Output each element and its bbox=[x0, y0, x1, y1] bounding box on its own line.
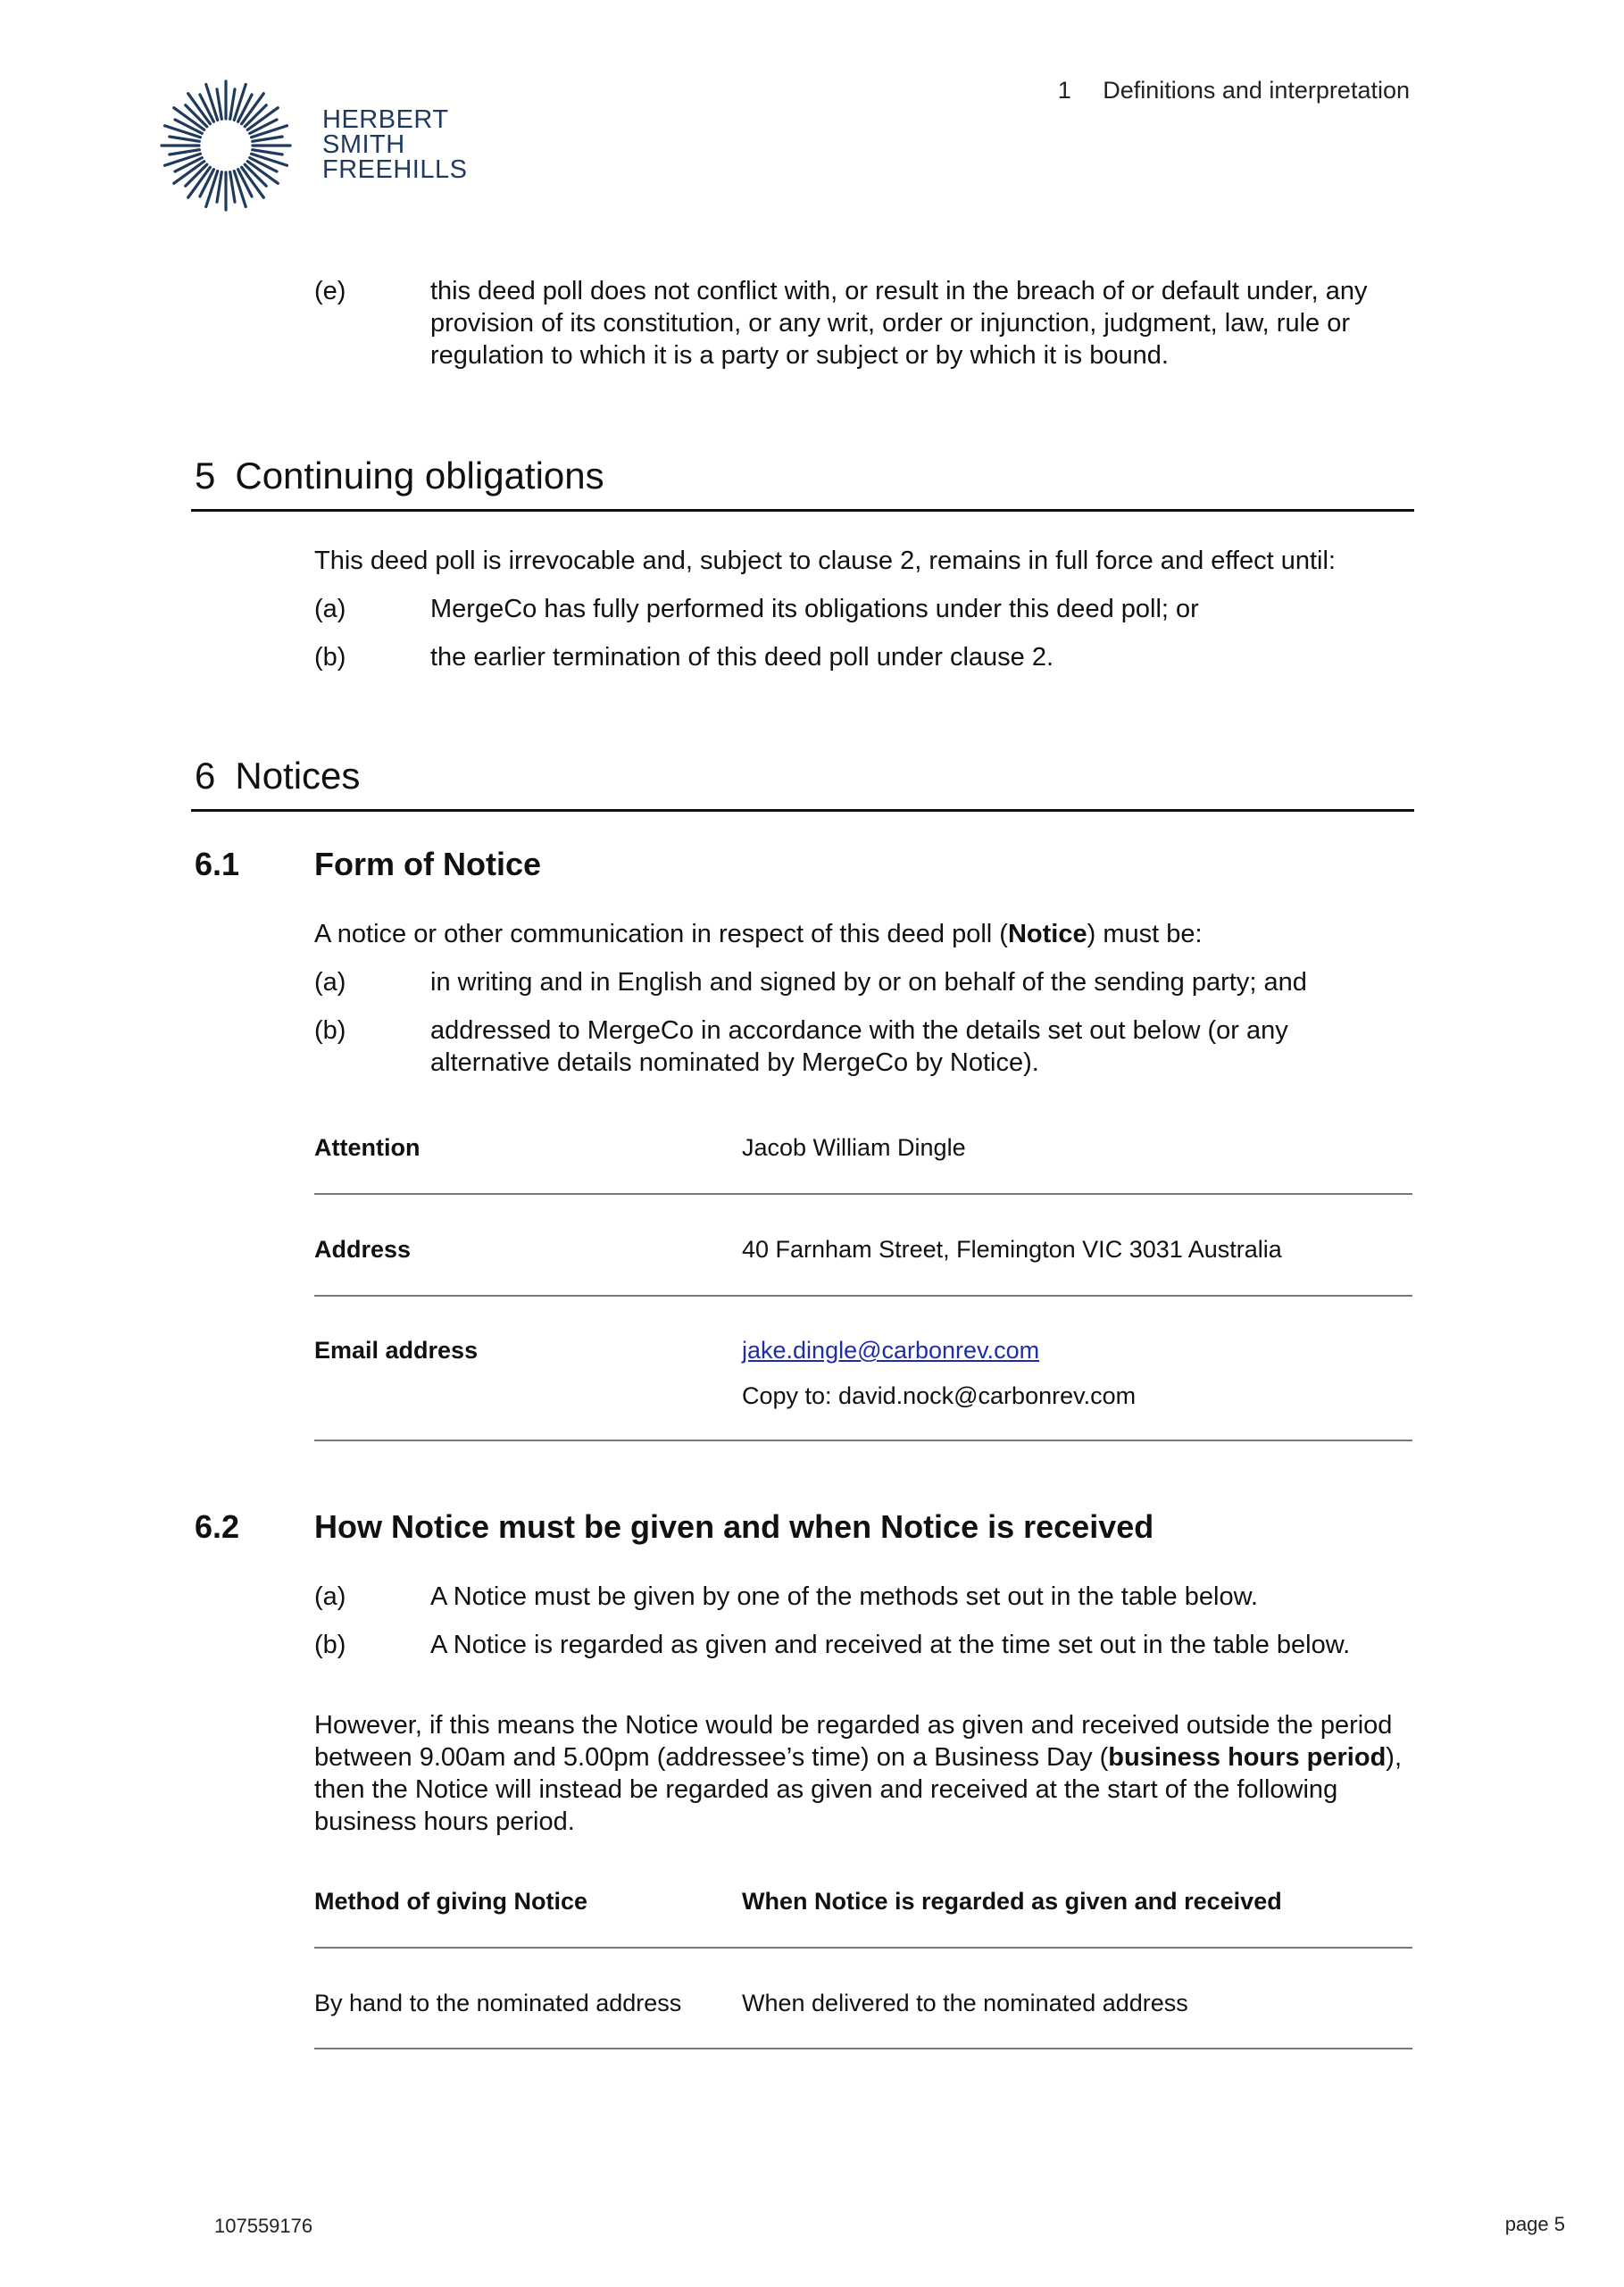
section-5-heading bbox=[195, 454, 604, 498]
defined-term-business-hours-period: business hours period bbox=[1108, 1743, 1387, 1772]
document-id: 107559176 bbox=[214, 2215, 313, 2237]
running-header bbox=[1058, 77, 1410, 104]
paragraph-text-end: ), then the Notice will instead be regarded as given and received at the start of the following business hours period. bbox=[314, 1743, 1403, 1836]
running-header-number: 1 bbox=[1057, 77, 1071, 104]
item-text: the earlier termination of this deed poll under clause 2. bbox=[430, 643, 1054, 672]
attention-value: Jacob William Dingle bbox=[742, 1134, 966, 1161]
table-divider bbox=[314, 1947, 1412, 1949]
running-header-title: Definitions and interpretation bbox=[1103, 77, 1410, 104]
item-text: in writing and in English and signed by or on behalf of the sending party; and bbox=[430, 968, 1307, 997]
paragraph-text: However, if this means the Notice would be regarded as given and received outside the period between 9.00am and 5.00pm (addressee’s time) on a Business Day ( bbox=[314, 1711, 1393, 1772]
subsection-6-1-title: Form of Notice bbox=[314, 846, 542, 882]
logo-line-2: SMITH bbox=[322, 130, 405, 159]
email-link[interactable]: jake.dingle@carbonrev.com bbox=[742, 1337, 1040, 1364]
logo-ray bbox=[253, 150, 283, 154]
item-text: A Notice must be given by one of the methods set out in the table below. bbox=[430, 1582, 1258, 1611]
starburst-logo-icon bbox=[159, 79, 293, 213]
copy-to-value: Copy to: david.nock@carbonrev.com bbox=[742, 1382, 1137, 1409]
intro-text-end: ) must be: bbox=[1087, 920, 1203, 948]
subsection-6-2-title: How Notice must be given and when Notice is received bbox=[314, 1508, 1154, 1545]
when-column-header: When Notice is regarded as given and received bbox=[742, 1888, 1282, 1915]
section-number: 5 bbox=[195, 455, 216, 497]
item-label: (a) bbox=[314, 968, 346, 997]
section-6-rule bbox=[191, 809, 1414, 812]
section-6-heading bbox=[195, 754, 360, 798]
item-text: MergeCo has fully performed its obligations under this deed poll; or bbox=[430, 595, 1199, 623]
item-label: (e) bbox=[314, 277, 346, 305]
logo-ray bbox=[253, 137, 283, 141]
table-divider bbox=[314, 1193, 1412, 1195]
table-divider bbox=[314, 1440, 1412, 1441]
logo-ray bbox=[230, 172, 235, 203]
logo-ray bbox=[170, 137, 200, 141]
page-number: page 5 bbox=[1504, 2213, 1565, 2235]
method-cell: By hand to the nominated address bbox=[314, 1990, 682, 2016]
method-column-header: Method of giving Notice bbox=[314, 1888, 587, 1915]
item-label: (a) bbox=[314, 1582, 346, 1611]
logo-line-1: HERBERT bbox=[322, 105, 449, 134]
when-cell: When delivered to the nominated address bbox=[742, 1990, 1188, 2016]
firm-logo-mark bbox=[159, 79, 293, 213]
section-title: Continuing obligations bbox=[235, 455, 604, 497]
logo-ray bbox=[217, 89, 221, 120]
item-label: (b) bbox=[314, 643, 346, 672]
section-title: Notices bbox=[235, 755, 361, 797]
logo-line-3: FREEHILLS bbox=[322, 155, 468, 184]
email-label: Email address bbox=[314, 1337, 479, 1364]
subsection-6-1-number: 6.1 bbox=[195, 846, 240, 882]
subsection-6-1-intro bbox=[314, 918, 1421, 950]
item-label: (a) bbox=[314, 595, 346, 623]
section-5-rule bbox=[191, 509, 1414, 512]
address-value: 40 Farnham Street, Flemington VIC 3031 Australia bbox=[742, 1236, 1282, 1263]
logo-ray bbox=[217, 172, 221, 203]
table-divider bbox=[314, 2048, 1412, 2049]
table-divider bbox=[314, 1295, 1412, 1297]
defined-term-notice: Notice bbox=[1007, 920, 1087, 948]
firm-logo-text bbox=[322, 107, 467, 182]
item-label: (b) bbox=[314, 1016, 346, 1045]
logo-ray bbox=[170, 150, 200, 154]
section-5-intro: This deed poll is irrevocable and, subject to clause 2, remains in full force and effect until: bbox=[314, 547, 1336, 575]
address-label: Address bbox=[314, 1236, 412, 1263]
section-number: 6 bbox=[195, 755, 216, 797]
item-text: A Notice is regarded as given and received at the time set out in the table below. bbox=[430, 1631, 1351, 1659]
subsection-6-2-number: 6.2 bbox=[195, 1508, 240, 1545]
item-text: this deed poll does not conflict with, or result in the breach of or default under, any provision of its constitution, or any writ, order or injunction, judgment, law, rule or regulation to which it is a party or subject or by which it is bound. bbox=[430, 277, 1368, 370]
intro-text: A notice or other communication in respect of this deed poll ( bbox=[314, 920, 1008, 948]
logo-ray bbox=[230, 89, 235, 120]
item-text: addressed to MergeCo in accordance with the details set out below (or any alternative details nominated by MergeCo by Notice). bbox=[430, 1016, 1288, 1077]
item-label: (b) bbox=[314, 1631, 346, 1659]
attention-label: Attention bbox=[314, 1134, 421, 1161]
business-hours-paragraph bbox=[314, 1709, 1421, 1838]
